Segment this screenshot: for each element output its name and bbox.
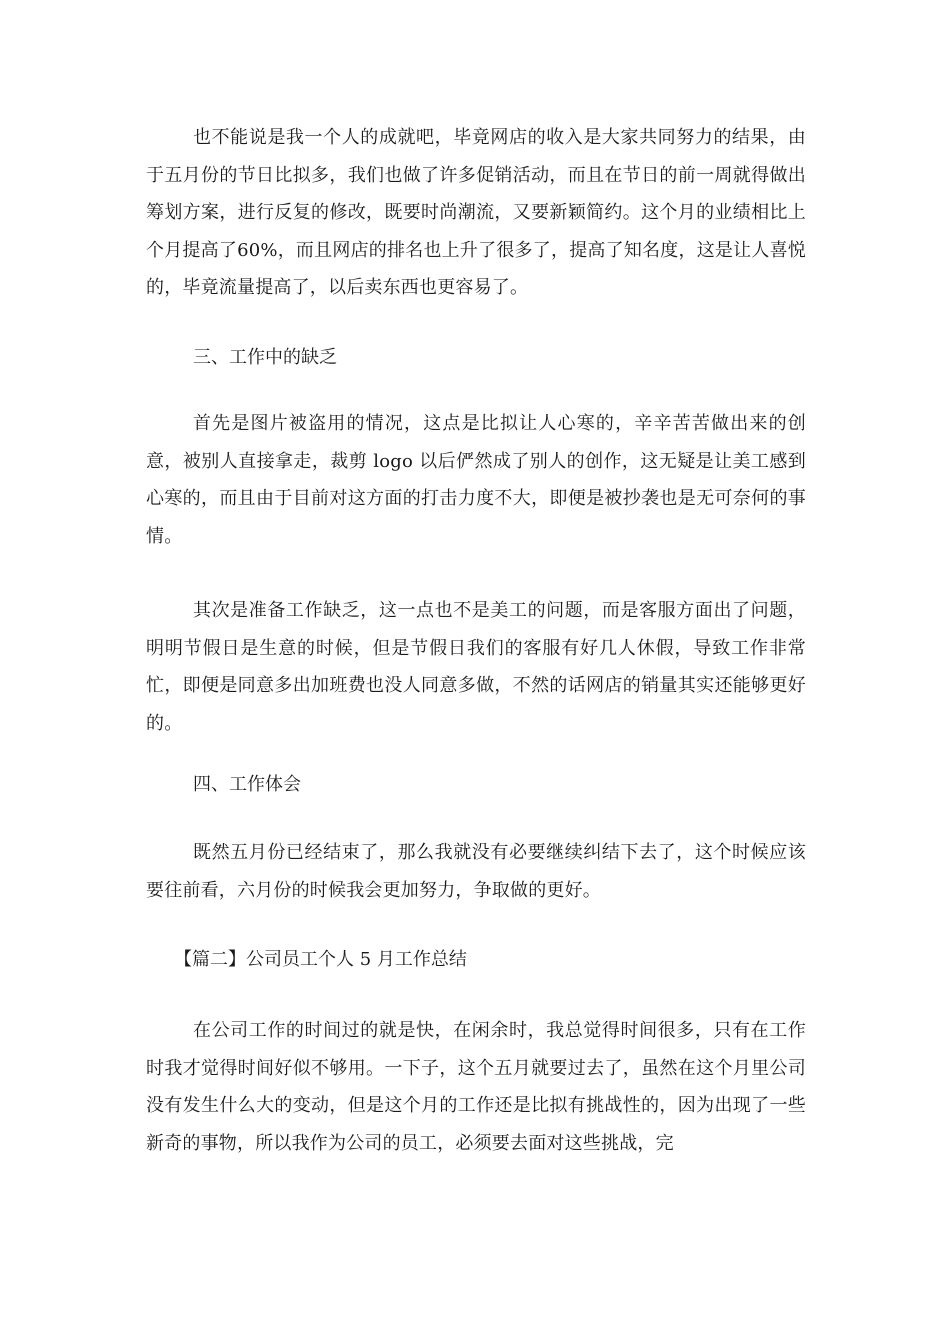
paragraph-looking-forward: 既然五月份已经结束了，那么我就没有必要继续纠结下去了，这个时候应该要往前看，六月份的时候我会更加努力，争取做的更好。 (146, 842, 806, 901)
section-heading-experience: 四、工作体会 (193, 774, 301, 795)
paragraph-image-theft: 首先是图片被盗用的情况，这点是比拟让人心寒的，辛辛苦苦做出来的创意，被别人直接拿走，裁剪 logo 以后俨然成了别人的创作，这无疑是让美工感到心寒的，而且由于目前对这方面的打击力度不大，即便是被抄袭也是无可奈何的事情。 (146, 413, 806, 547)
paragraph-achievement: 也不能说是我一个人的成就吧，毕竟网店的收入是大家共同努力的结果，由于五月份的节日比拟多，我们也做了许多促销活动，而且在节日的前一周就得做出筹划方案，进行反复的修改，既要时尚潮流，又要新颖简约。这个月的业绩相比上个月提高了60%，而且网店的排名也上升了很多了，提高了知名度，这是让人喜悦的，毕竟流量提高了，以后卖东西也更容易了。 (146, 127, 806, 298)
section-heading-shortcomings: 三、工作中的缺乏 (193, 347, 337, 368)
paragraph-part-two-intro: 在公司工作的时间过的就是快，在闲余时，我总觉得时间很多，只有在工作时我才觉得时间好似不够用。一下子，这个五月就要过去了，虽然在这个月里公司没有发生什么大的变动，但是这个月的工作还是比拟有挑战性的，因为出现了一些新奇的事物，所以我作为公司的员工，必须要去面对这些挑战，完 (146, 1020, 806, 1154)
paragraph-preparation: 其次是准备工作缺乏，这一点也不是美工的问题，而是客服方面出了问题，明明节假日是生意的时候，但是节假日我们的客服有好几人休假，导致工作非常忙，即便是同意多出加班费也没人同意多做，不然的话网店的销量其实还能够更好的。 (146, 600, 806, 734)
part-two-title: 【篇二】公司员工个人 5 月工作总结 (174, 949, 467, 970)
